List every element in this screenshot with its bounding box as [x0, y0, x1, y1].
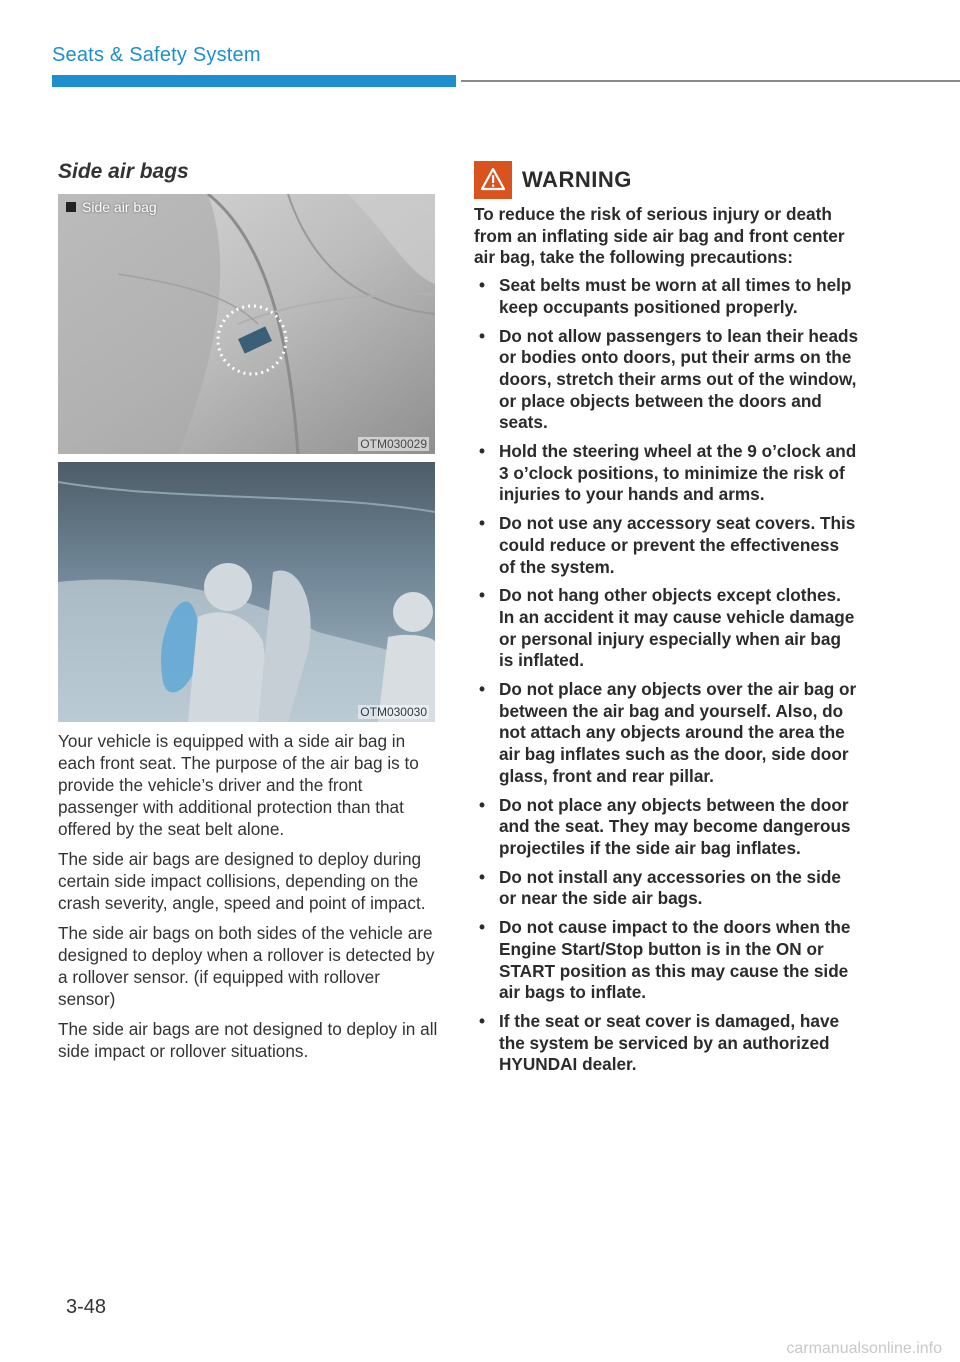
warning-item: • Do not use any accessory seat covers. This could reduce or prevent the effectiveness of the system.	[474, 513, 859, 578]
figure-code: OTM030030	[360, 705, 427, 719]
body-paragraph: The side air bags on both sides of the vehicle are designed to deploy when a rollover is detected by a rollover sensor. (if equipped with rollover sensor)	[58, 923, 435, 1009]
warning-item: • Do not allow passengers to lean their heads or bodies onto doors, put their arms on the doors, stretch their arms out of the window, or place objects between the doors and seats.	[474, 326, 859, 435]
warning-body	[474, 204, 859, 1083]
warning-item: • Do not place any objects over the air bag or between the air bag and yourself. Also, do not attach any objects around the area the air bag inflates such as the door, side door glass, front and rear pillar.	[474, 679, 859, 788]
header-accent-bar	[52, 75, 456, 87]
figure-code: OTM030029	[360, 437, 427, 451]
page-number: 3-48	[66, 1296, 107, 1318]
caption-square-icon	[66, 202, 76, 212]
figure-caption-text: Side air bag	[82, 199, 157, 215]
warning-triangle-icon	[474, 161, 512, 199]
section-header-title: Seats & Safety System	[52, 44, 261, 66]
warning-item: • Seat belts must be worn at all times to help keep occupants positioned properly.	[474, 275, 859, 318]
warning-item: • Do not install any accessories on the side or near the side air bags.	[474, 867, 859, 910]
warning-item: • Do not cause impact to the doors when the Engine Start/Stop button is in the ON or START position as this may cause the side air bags to inflate.	[474, 917, 859, 1004]
footer-watermark: carmanualsonline.info	[786, 1340, 942, 1357]
warning-intro: To reduce the risk of serious injury or death from an inflating side air bag and front center air bag, take the following precautions:	[474, 204, 845, 268]
figure-side-air-bag-deployed	[58, 462, 435, 722]
body-paragraph: Your vehicle is equipped with a side air bag in each front seat. The purpose of the air bag is to provide the vehicle’s driver and the front passenger with additional protection than that offered by the seat belt alone.	[58, 731, 419, 839]
body-paragraph: The side air bags are designed to deploy during certain side impact collisions, depending on the crash severity, angle, speed and point of impact.	[58, 849, 426, 913]
warning-item: • Hold the steering wheel at the 9 o’clock and 3 o’clock positions, to minimize the risk of injuries to your hands and arms.	[474, 441, 859, 506]
figure-caption	[66, 199, 157, 215]
body-text	[58, 730, 438, 1070]
figure-side-air-bag-seat	[58, 194, 435, 454]
warning-item: • Do not hang other objects except clothes. In an accident it may cause vehicle damage or personal injury especially when air bag is inflated.	[474, 585, 859, 672]
warning-item: • Do not place any objects between the door and the seat. They may become dangerous projectiles if the side air bag inflates.	[474, 795, 859, 860]
warning-label: WARNING	[522, 167, 632, 192]
header-divider-line	[461, 80, 960, 82]
warning-list	[474, 275, 859, 1076]
seat-illustration	[58, 194, 435, 454]
section-title: Side air bags	[58, 160, 189, 183]
body-paragraph: The side air bags are not designed to deploy in all side impact or rollover situations.	[58, 1019, 438, 1061]
warning-header	[474, 161, 632, 199]
warning-item: • If the seat or seat cover is damaged, have the system be serviced by an authorized HYUNDAI dealer.	[474, 1011, 859, 1076]
cabin-illustration	[58, 462, 435, 722]
